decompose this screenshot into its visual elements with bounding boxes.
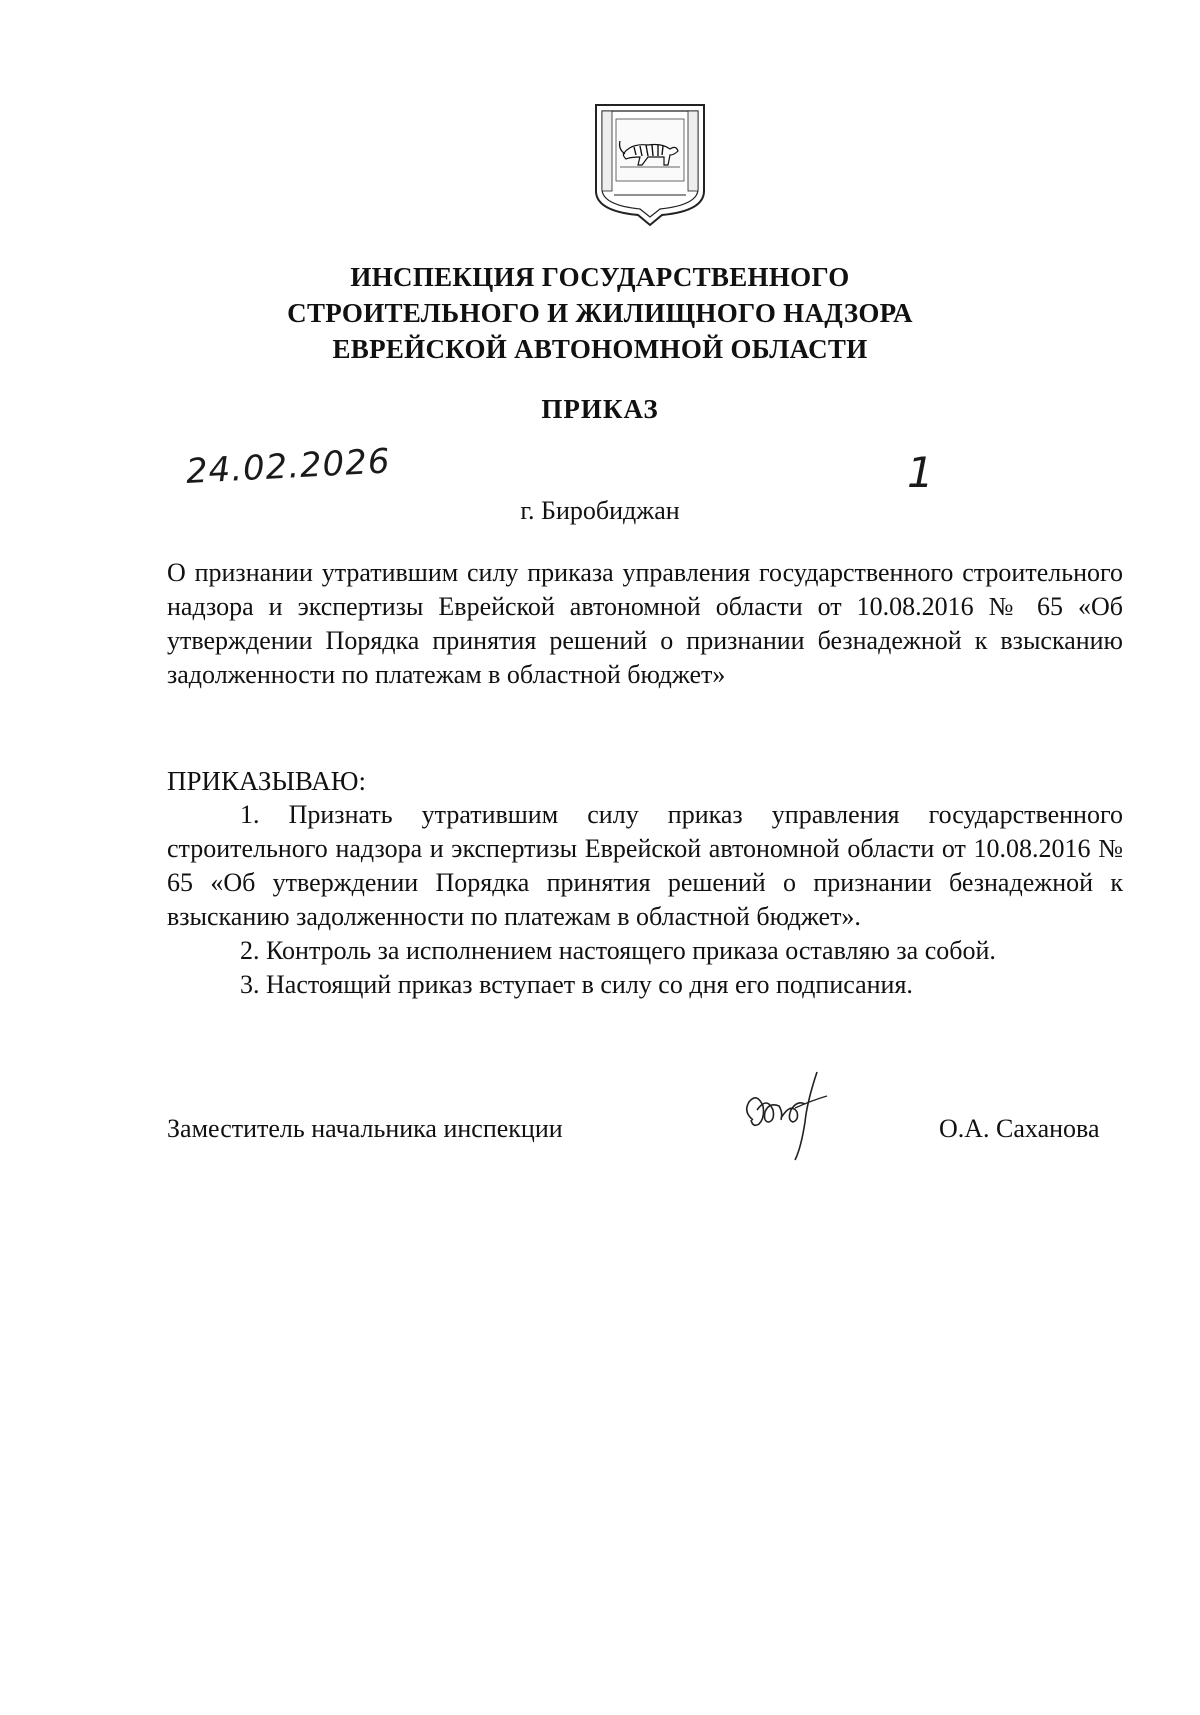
order-item-3: 3. Настоящий приказ вступает в силу со дня его подписания.: [240, 970, 913, 999]
document-date: 24.02.2026: [184, 441, 392, 492]
organization-name-line-1: ИНСПЕКЦИЯ ГОСУДАРСТВЕННОГО: [350, 262, 850, 292]
signer-name: О.А. Саханова: [939, 1114, 1100, 1143]
organization-name-line-3: ЕВРЕЙСКОЙ АВТОНОМНОЙ ОБЛАСТИ: [332, 334, 868, 364]
document-number: 1: [907, 448, 934, 497]
order-directive-heading: ПРИКАЗЫВАЮ:: [167, 766, 366, 796]
signer-position: Заместитель начальника инспекции: [167, 1114, 563, 1143]
order-item-2: 2. Контроль за исполнением настоящего приказа оставляю за собой.: [240, 936, 996, 965]
document-subject: О признании утратившим силу приказа управления государственного строительного надзора и экспертизы Еврейской автономной области от 10.08.2016 № 65 «Об утверждении Порядка принятия решений о признании безнадежной к взысканию задолженности по платежам в областной бюджет»: [167, 558, 1123, 689]
handwritten-signature: [735, 1062, 845, 1162]
organization-name-line-2: СТРОИТЕЛЬНОГО И ЖИЛИЩНОГО НАДЗОРА: [287, 298, 913, 328]
order-item-1: 1. Признать утратившим силу приказ управления государственного строительного надзора и экспертизы Еврейской автономной области от 10.08.2016 № 65 «Об утверждении Порядка принятия решений о признании безнадежной к взысканию задолженности по платежам в областной бюджет».: [167, 800, 1123, 931]
coat-of-arms-emblem: [592, 103, 708, 227]
document-city: г. Биробиджан: [520, 496, 680, 525]
document-type-title: ПРИКАЗ: [541, 394, 659, 424]
